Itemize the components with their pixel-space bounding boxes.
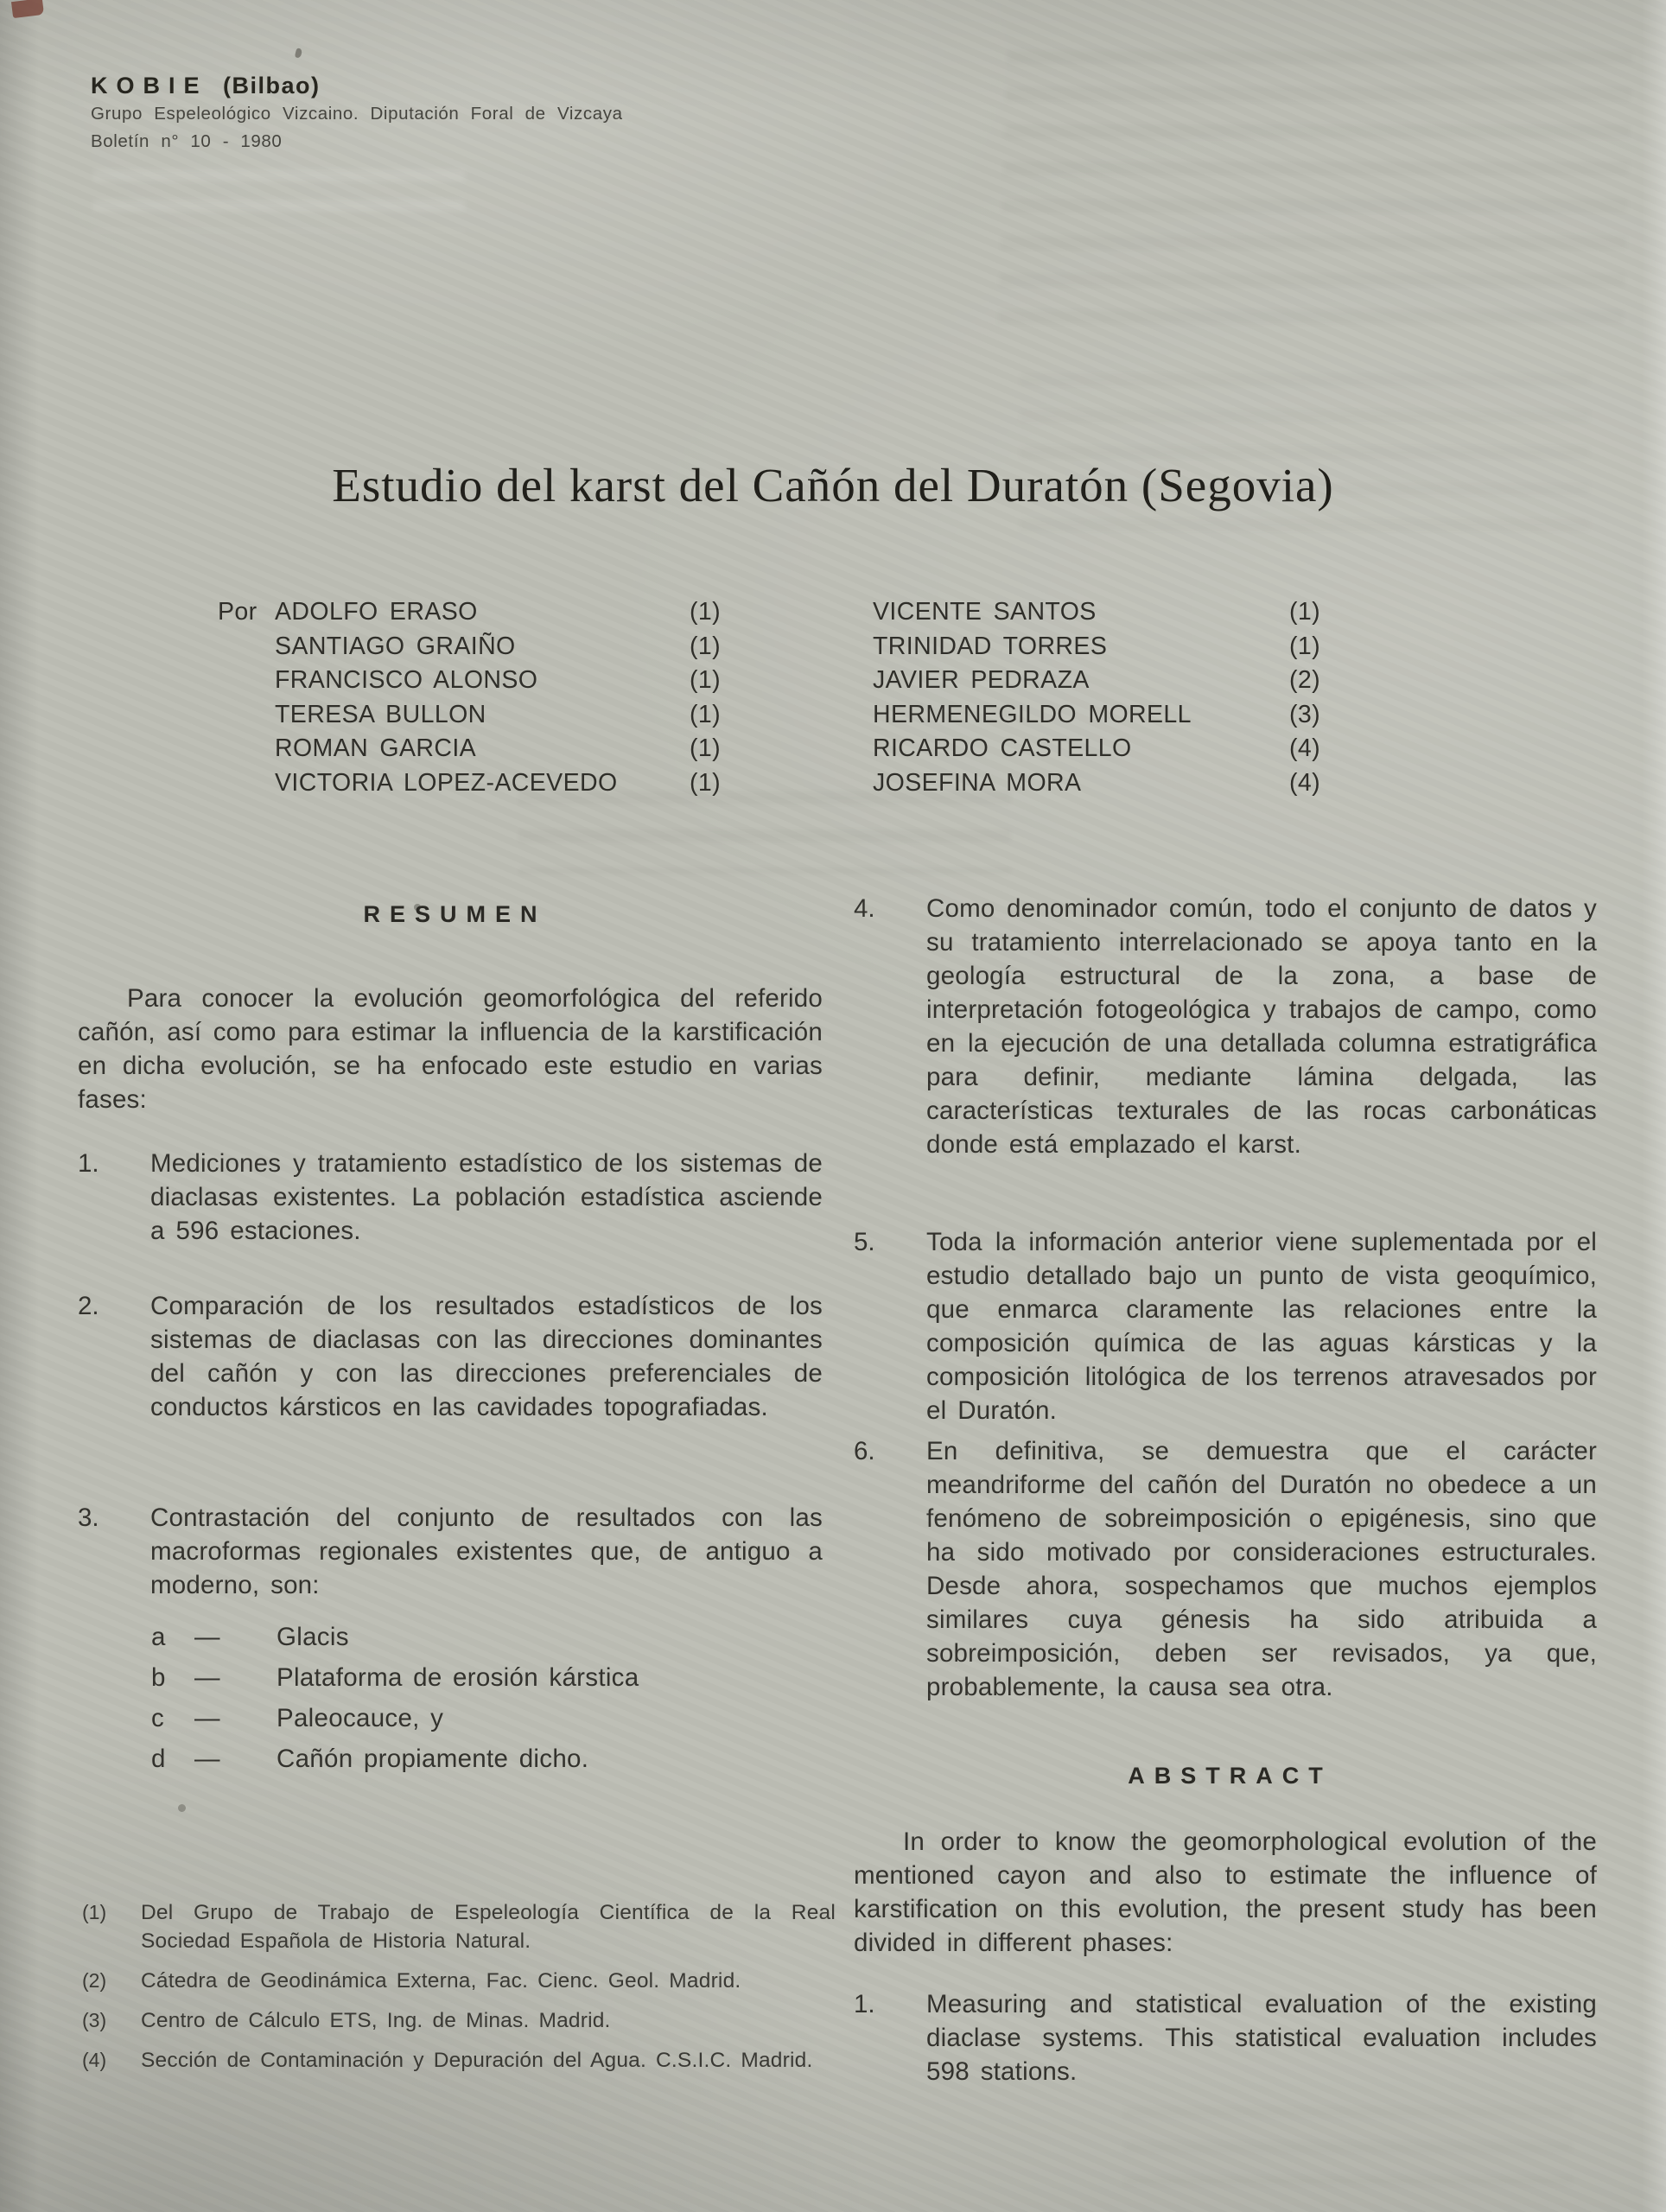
journal-publisher: Grupo Espeleológico Vizcaino. Diputación Foral de Vizcaya (91, 104, 623, 124)
item-text: Mediciones y tratamiento estadístico de los sistemas de diaclasas existentes. La población estadística asciende a 596 estaciones. (150, 1149, 823, 1245)
item-text: Measuring and statistical evaluation of the existing diaclase systems. This statistical evaluation includes 598 stations. (926, 1990, 1597, 2086)
author-row (218, 734, 755, 769)
author-name: JAVIER PEDRAZA (873, 666, 1090, 694)
author-affiliation-ref: (2) (1289, 666, 1321, 694)
footnote-2 (82, 1967, 836, 1995)
author-affiliation-ref: (1) (690, 768, 722, 797)
journal-masthead (91, 73, 623, 155)
bleed-through-artifact (93, 169, 465, 232)
resumen-item-3 (78, 1501, 823, 1602)
author-name: FRANCISCO ALONSO (275, 666, 538, 694)
sublist-text: Plataforma de erosión kárstica (277, 1663, 639, 1692)
resumen-intro-paragraph: Para conocer la evolución geomorfológica del referido cañón, así como para estimar la influencia de la karstificación en dicha evolución, se ha enfocado este estudio en varias fases: (78, 984, 823, 1114)
author-affiliation-ref: (4) (1289, 734, 1321, 762)
footnote-number: (2) (82, 1969, 107, 1992)
journal-city: (Bilbao) (223, 73, 321, 99)
sublist-letter: b (151, 1663, 166, 1692)
sublist-letter: d (151, 1745, 166, 1773)
author-row (873, 769, 1355, 804)
resumen-item-1 (78, 1147, 823, 1248)
sublist-item-c (151, 1704, 756, 1745)
author-affiliation-ref: (1) (1289, 598, 1321, 626)
resumen-item-4 (854, 892, 1597, 1161)
scan-corner-mark (11, 0, 44, 18)
journal-issue: Boletín n° 10 - 1980 (91, 131, 283, 151)
sublist-dash: — (194, 1663, 220, 1692)
item-text: Como denominador común, todo el conjunto de datos y su tratamiento interrelacionado se apoya tanto en la geología estructural de la zona, a base de interpretación fotogeológica y trabajos de campo, como en la ejecución de una detallada columna estratigráfica para definir, mediante lámina delgada, las características texturales de las rocas carbonáticas donde está emplazado el karst. (926, 894, 1597, 1159)
author-affiliation-ref: (1) (690, 700, 722, 728)
bleed-through-artifact (1123, 2107, 1573, 2186)
sublist-text: Cañón propiamente dicho. (277, 1745, 589, 1773)
author-row (873, 701, 1355, 735)
footnote-text: Centro de Cálculo ETS, Ing. de Minas. Madrid. (141, 2009, 611, 2032)
item-number: 2. (78, 1292, 99, 1320)
author-affiliation-ref: (4) (1289, 768, 1321, 797)
abstract-intro-paragraph: In order to know the geomorphological evolution of the mentioned cayon and also to estimate the influence of karstification on this evolution, the present study has been divided in different phases: (854, 1827, 1597, 1957)
footnote-number: (4) (82, 2049, 107, 2071)
bleed-through-artifact (997, 50, 1633, 340)
article-title: Estudio del karst del Cañón del Duratón (Segovia) (332, 459, 1334, 512)
scan-speck (295, 48, 302, 58)
sublist-text: Glacis (277, 1623, 349, 1651)
sublist-letter: a (151, 1623, 166, 1651)
author-name: ADOLFO ERASO (275, 598, 478, 626)
author-affiliation-ref: (1) (1289, 632, 1321, 660)
author-affiliation-ref: (3) (1289, 700, 1321, 728)
author-name: ROMAN GARCIA (275, 734, 477, 762)
footnote-text: Cátedra de Geodinámica Externa, Fac. Cienc. Geol. Madrid. (141, 1969, 741, 1993)
author-row (218, 632, 755, 667)
sublist-letter: c (151, 1704, 165, 1732)
abstract-item-1 (854, 1987, 1597, 2088)
journal-name: KOBIE (91, 73, 208, 99)
footnote-4 (82, 2046, 836, 2075)
author-name: TERESA BULLON (275, 700, 486, 728)
author-row (873, 734, 1355, 769)
author-affiliation-ref: (1) (690, 666, 722, 694)
item-number: 6. (854, 1437, 875, 1465)
resumen-item-5 (854, 1225, 1597, 1427)
item-number: 4. (854, 894, 875, 923)
authors-right-column (873, 598, 1355, 803)
footnote-number: (1) (82, 1901, 107, 1923)
author-row (218, 701, 755, 735)
item-text: En definitiva, se demuestra que el carácter meandriforme del cañón del Duratón no obedece a un fenómeno de sobreimposición o epigénesis, sino que ha sido motivado por consideraciones estructurales. Desde ahora, sospechamos que muchos ejemplos similares cuya génesis ha sido atribuida a sobreimposición, deben ser revisados, ya que, probablemente, la causa sea otra. (926, 1437, 1597, 1701)
bleed-through-artifact (518, 791, 1011, 874)
item-text: Toda la información anterior viene suplementada por el estudio detallado bajo un punto de vista geoquímico, que enmarca claramente las relaciones entre la composición química de las aguas kársticas y la composición litológica de los terrenos atravesados por el Duratón. (926, 1228, 1597, 1425)
author-name: JOSEFINA MORA (873, 768, 1082, 797)
authors-left-column (218, 598, 755, 803)
footnote-3 (82, 2006, 836, 2035)
author-name: HERMENEGILDO MORELL (873, 700, 1192, 728)
author-row (873, 632, 1355, 667)
sublist-dash: — (194, 1745, 220, 1773)
footnote-text: Sección de Contaminación y Depuración del Agua. C.S.I.C. Madrid. (141, 2049, 813, 2072)
sublist-dash: — (194, 1623, 220, 1651)
resumen-item-6 (854, 1434, 1597, 1704)
sublist-item-a (151, 1623, 756, 1663)
author-name: VICENTE SANTOS (873, 598, 1097, 626)
resumen-item-2 (78, 1289, 823, 1424)
author-name: SANTIAGO GRAIÑO (275, 632, 516, 660)
footnote-text: Del Grupo de Trabajo de Espeleología Científica de la Real Sociedad Española de Historia Natural. (141, 1901, 836, 1953)
item-text: Comparación de los resultados estadísticos de los sistemas de diaclasas con las direcciones dominantes del cañón y con las direcciones preferenciales de conductos kársticos en las cavidades topografiadas. (150, 1292, 823, 1421)
footnote-number: (3) (82, 2009, 107, 2031)
author-row (873, 598, 1355, 632)
resumen-heading: RESUMEN (363, 901, 547, 927)
item-number: 1. (78, 1149, 99, 1178)
footnotes-block (82, 1898, 836, 2086)
scan-speck (178, 1804, 186, 1812)
author-row (218, 769, 755, 804)
author-name: TRINIDAD TORRES (873, 632, 1108, 660)
footnote-1 (82, 1898, 836, 1955)
item-number: 3. (78, 1503, 99, 1532)
item-number: 5. (854, 1228, 875, 1256)
author-affiliation-ref: (1) (690, 598, 722, 626)
author-row (218, 666, 755, 701)
abstract-heading: ABSTRACT (1128, 1763, 1332, 1789)
author-name: RICARDO CASTELLO (873, 734, 1132, 762)
sublist-item-d (151, 1745, 756, 1785)
sublist-item-b (151, 1663, 756, 1704)
macroforms-sublist (151, 1623, 756, 1785)
author-affiliation-ref: (1) (690, 734, 722, 762)
item-number: 1. (854, 1990, 875, 2018)
sublist-dash: — (194, 1704, 220, 1732)
journal-title-line (91, 73, 623, 99)
byline-prefix: Por (218, 598, 258, 626)
sublist-text: Paleocauce, y (277, 1704, 444, 1732)
item-text: Contrastación del conjunto de resultados con las macroformas regionales existentes que, de antiguo a moderno, son: (150, 1503, 823, 1599)
author-name: VICTORIA LOPEZ-ACEVEDO (275, 768, 618, 797)
author-row (873, 666, 1355, 701)
author-affiliation-ref: (1) (690, 632, 722, 660)
author-row (218, 598, 755, 632)
